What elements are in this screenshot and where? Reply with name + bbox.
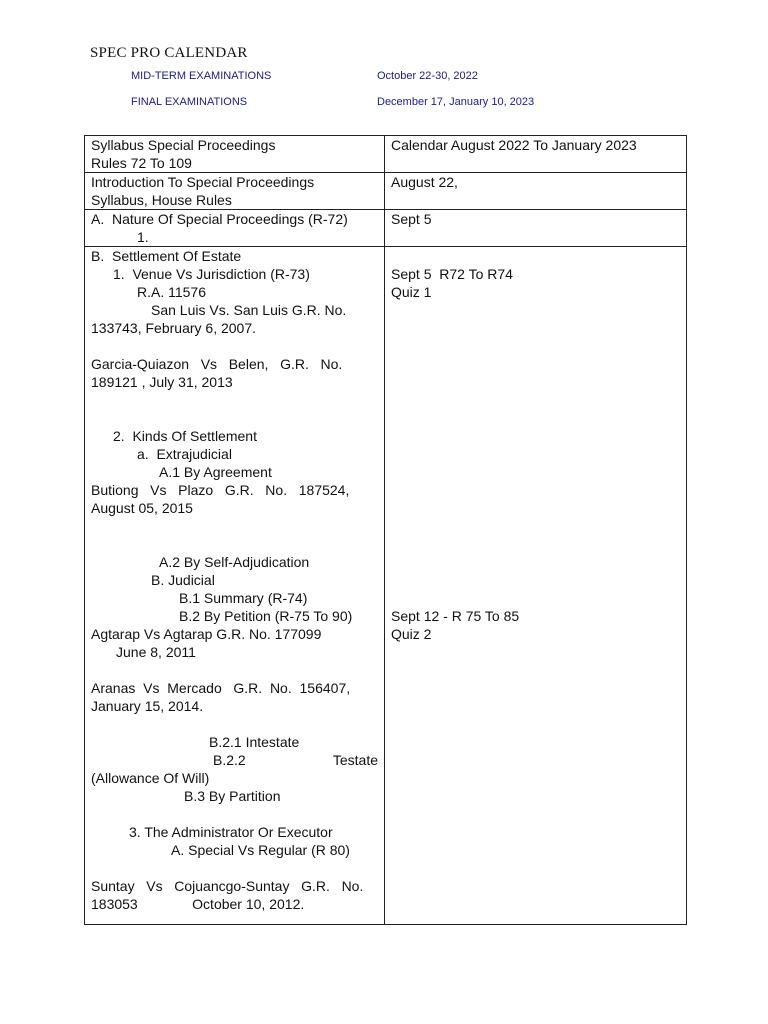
topic-line: Syllabus, House Rules (91, 192, 232, 208)
topic-line: 1. Venue Vs Jurisdiction (R-73) (113, 266, 310, 282)
table-row (85, 173, 687, 210)
topic-line: A.2 By Self-Adjudication (159, 554, 310, 570)
case-line: 189121 , July 31, 2013 (91, 374, 233, 390)
topic-line: B.2 By Petition (R-75 To 90) (179, 608, 353, 624)
case-line: Agtarap Vs Agtarap G.R. No. 177099 (91, 626, 322, 642)
topic-line: R.A. 11576 (137, 284, 207, 300)
date-cell (385, 247, 687, 925)
case-line: January 15, 2014. (91, 698, 204, 714)
topic-line: B.3 By Partition (184, 788, 281, 804)
topic-line: A. Nature Of Special Proceedings (R-72) (91, 211, 348, 227)
quiz-text: Quiz 2 (391, 626, 432, 642)
table-row (85, 210, 687, 247)
case-line: 133743, February 6, 2007. (91, 320, 257, 336)
table-row (85, 247, 687, 925)
topic-line: a. Extrajudicial (137, 446, 232, 462)
topic-line: A. Special Vs Regular (R 80) (171, 842, 350, 858)
midterm-label: MID-TERM EXAMINATIONS (131, 70, 272, 82)
case-line: Aranas Vs Mercado G.R. No. 156407, (91, 680, 351, 696)
date-text: August 22, (391, 174, 458, 190)
header-right-cell (385, 136, 687, 173)
topic-line: B.2.1 Intestate (209, 734, 300, 750)
table-header-row (85, 136, 687, 173)
topic-text: Testate (332, 752, 378, 768)
topic-line: 3. The Administrator Or Executor (129, 824, 333, 840)
midterm-date: October 22-30, 2022 (377, 70, 478, 82)
topic-line: B.1 Summary (R-74) (179, 590, 308, 606)
topic-cell (85, 173, 385, 210)
header-right-text: Calendar August 2022 To January 2023 (391, 137, 637, 153)
final-label: FINAL EXAMINATIONS (131, 96, 248, 108)
topic-text: B.2.2 (213, 752, 246, 768)
topic-cell (85, 247, 385, 925)
topic-line: (Allowance Of Will) (91, 770, 210, 786)
topic-line: A.1 By Agreement (159, 464, 272, 480)
header-left-cell (85, 136, 385, 173)
syllabus-table (84, 135, 687, 925)
quiz-text: Quiz 1 (391, 284, 432, 300)
date-cell (385, 210, 687, 247)
final-date: December 17, January 10, 2023 (377, 96, 535, 108)
case-line: June 8, 2011 (116, 644, 196, 660)
date-text: Sept 5 R72 To R74 (391, 266, 513, 282)
header-left-line: Syllabus Special Proceedings (91, 137, 276, 153)
document-title: SPEC PRO CALENDAR (90, 45, 248, 61)
case-line: Suntay Vs Cojuancgo-Suntay G.R. No. (91, 878, 364, 894)
date-cell (385, 173, 687, 210)
header-left-line: Rules 72 To 109 (91, 155, 192, 171)
date-text: Sept 12 - R 75 To 85 (391, 608, 520, 624)
topic-line: 1. (137, 229, 149, 245)
topic-cell (85, 210, 385, 247)
case-line: 183053 October 10, 2012. (91, 896, 305, 912)
topic-line: B. Judicial (151, 572, 215, 588)
section-heading: B. Settlement Of Estate (91, 248, 242, 264)
topic-line: Introduction To Special Proceedings (91, 174, 315, 190)
date-text: Sept 5 (391, 211, 432, 227)
case-line: Garcia-Quiazon Vs Belen, G.R. No. (91, 356, 343, 372)
case-line: Butiong Vs Plazo G.R. No. 187524, (91, 482, 350, 498)
case-line: August 05, 2015 (91, 500, 193, 516)
case-line: San Luis Vs. San Luis G.R. No. (151, 302, 347, 318)
topic-line (91, 751, 378, 769)
topic-line: 2. Kinds Of Settlement (113, 428, 257, 444)
